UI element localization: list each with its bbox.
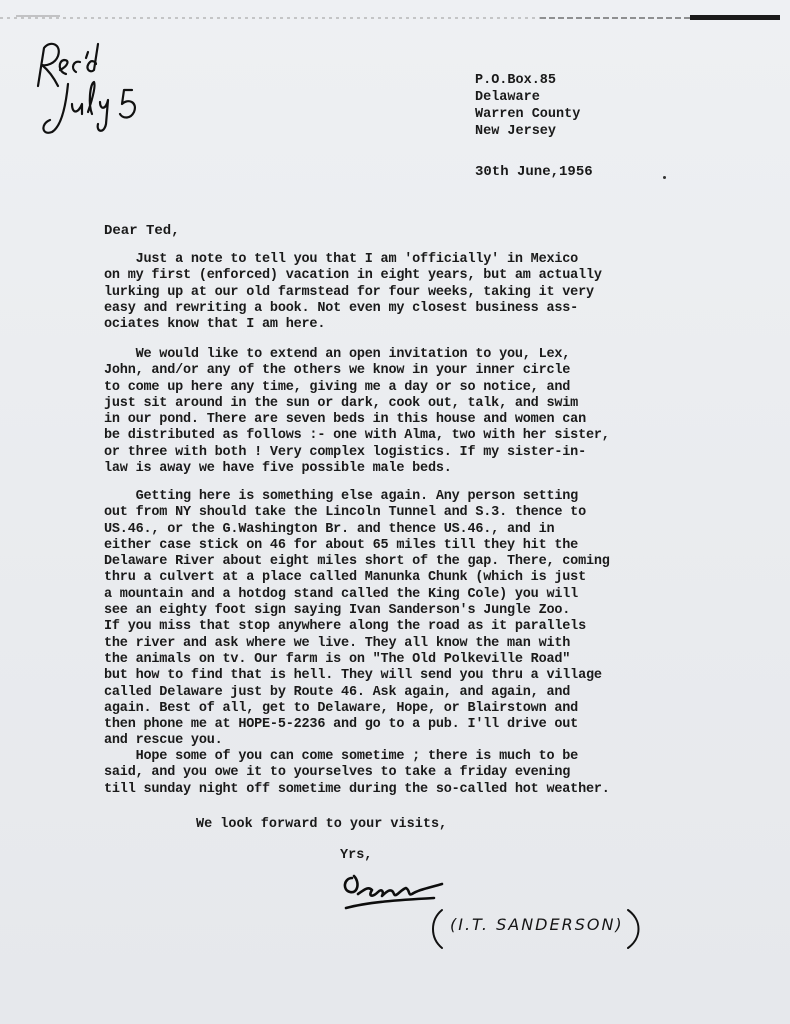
return-address: [475, 72, 580, 140]
paragraph-1: Just a note to tell you that I am 'officially' in Mexico on my first (enforced) vacation in eight years, but am actually lurking up at our old farmstead for four weeks, taking it very easy and rewriting a book. Not even my closest business ass- ociates know that I am here.: [104, 252, 602, 333]
paragraph-4: Hope some of you can come sometime ; there is much to be said, and you owe it to yourselves to take a friday evening till sunday night off sometime during the so-called hot weather.: [104, 749, 610, 797]
printed-signature: [428, 904, 648, 952]
letter-date: 30th June,1956: [475, 164, 593, 180]
closing-line: We look forward to your visits,: [196, 817, 448, 832]
paragraph-2: We would like to extend an open invitation to you, Lex, John, and/or any of the others we know in your inner circle to come up here any time, giving me a day or so notice, and just sit around in the sun or dark, cook out, talk, and swim in our pond. There are seven beds in this house and women can be distributed as follows :- one with Alma, two with her sister, or three with both ! Very complex logistics. If my sister-in- law is away we have five possible male beds.: [104, 347, 610, 477]
stray-mark: [663, 176, 666, 179]
address-line-3: Warren County: [475, 107, 581, 122]
salutation: Dear Ted,: [104, 223, 180, 239]
address-line-2: Delaware: [475, 90, 540, 105]
signature-name-text: (I.T. SANDERSON): [450, 915, 624, 934]
paragraph-3: Getting here is something else again. Any person setting out from NY should take the Lincoln Tunnel and S.3. thence to US.46., or the G.Washington Br. and thence US.46., and in either case stick on 46 for about 65 miles till they hit the Delaware River about eight miles short of the gap. There, coming thru a culvert at a place called Manunka Chunk (which is just a mountain and a hotdog stand called the King Cole) you will see an eighty foot sign saying Ivan Sanderson's Jungle Zoo. If you miss that stop anywhere along the road as it parallels the river and ask where we live. They all know the man with the animals on tv. Our farm is on "The Old Polkeville Road" but how to find that is hell. They will send you thru a village called Delaware just by Route 46. Ask again, and again, and again. Best of all, get to Delaware, Hope, or Blairstown and then phone me at HOPE-5-2236 and go to a pub. I'll drive out and rescue you.: [104, 489, 610, 749]
handwritten-received-note: [28, 34, 158, 144]
top-edge-rule: [0, 14, 790, 28]
address-line-1: P.O.Box.85: [475, 73, 557, 88]
address-line-4: New Jersey: [475, 124, 557, 139]
valediction: Yrs,: [340, 848, 373, 863]
